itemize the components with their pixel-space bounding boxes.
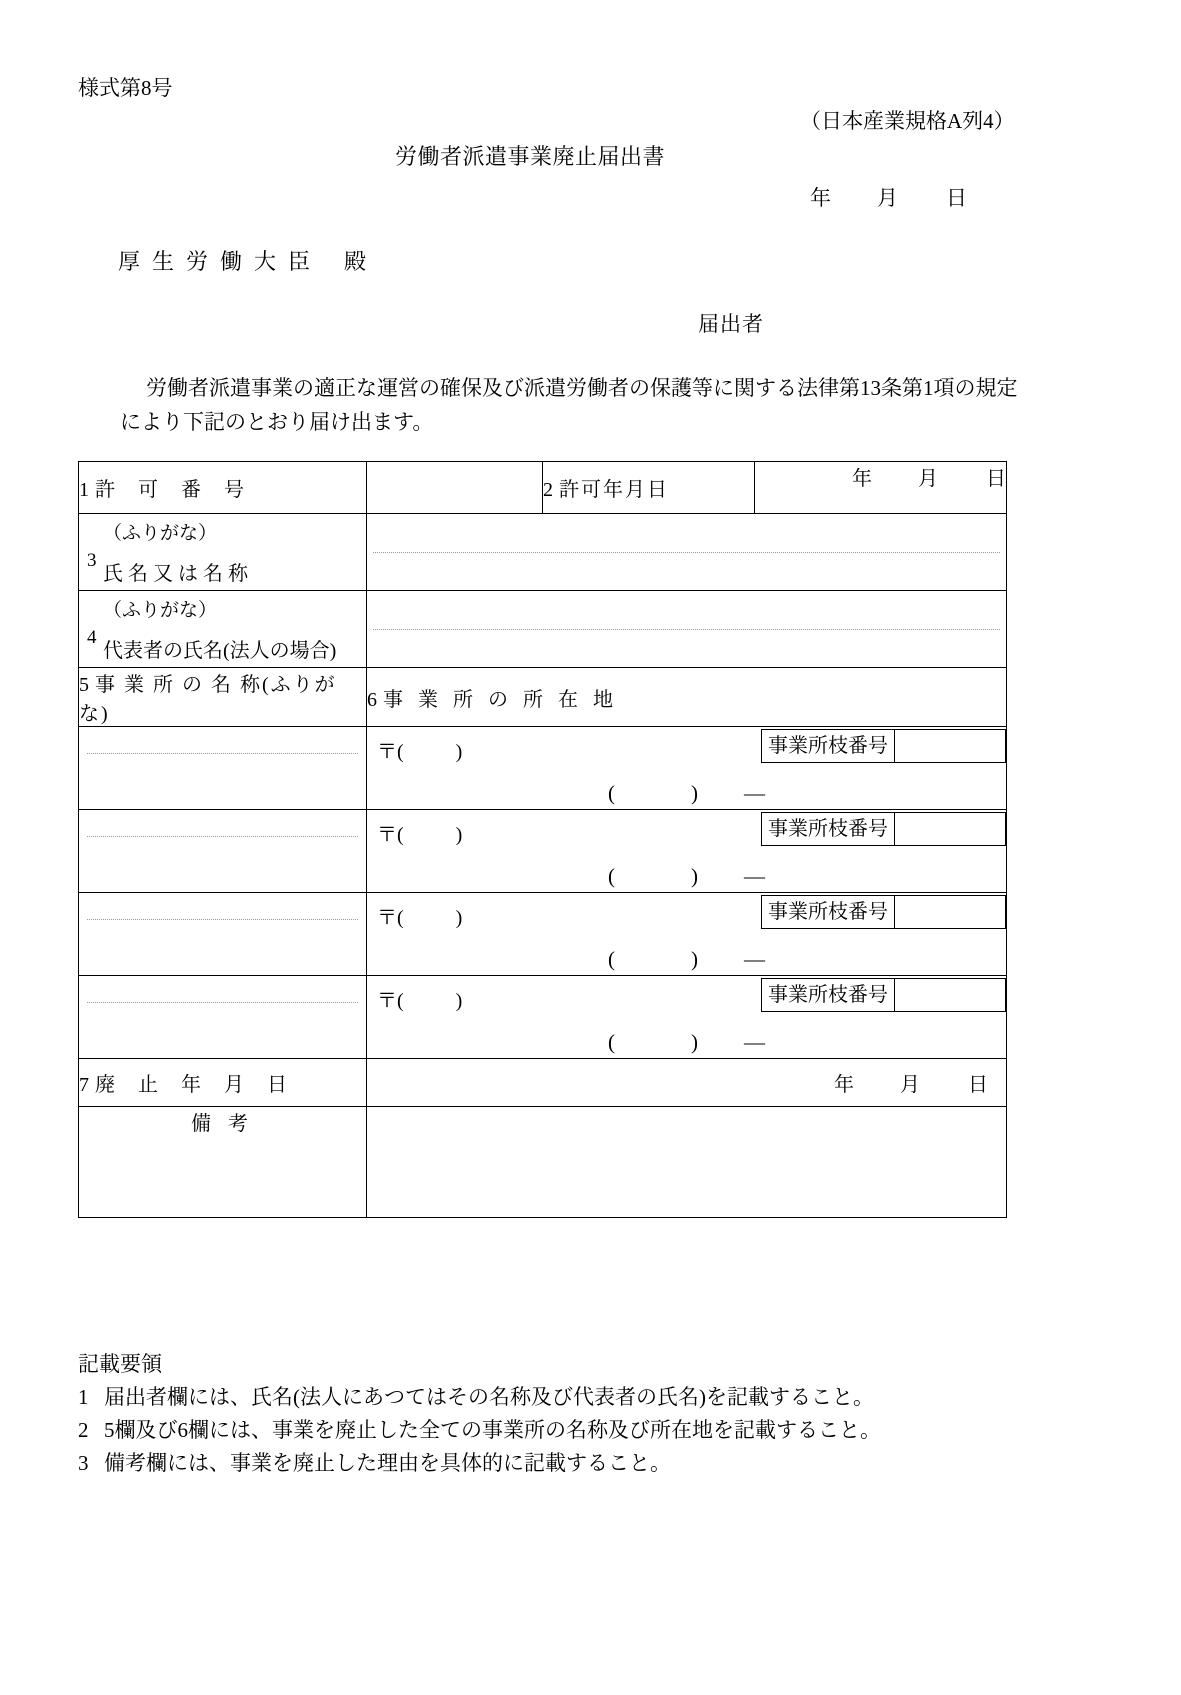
- office-4-address-cell[interactable]: [367, 976, 1007, 1059]
- office-2-tel-dash: —: [744, 864, 765, 888]
- abolition-date-day: 日: [968, 1074, 988, 1096]
- office-3-name-rule: [87, 919, 358, 920]
- page-title: 労働者派遣事業廃止届出書: [394, 144, 665, 169]
- office-1-tel-dash: —: [744, 781, 765, 805]
- office-3-zip: [377, 901, 462, 930]
- main-form-table: [78, 461, 1007, 1218]
- table-row: [79, 893, 1007, 976]
- office-2-tel-row: [367, 848, 1006, 889]
- office-3-address-cell[interactable]: [367, 893, 1007, 976]
- permit-date-month: 月: [918, 468, 938, 490]
- instruction-3-number: 3: [78, 1451, 89, 1475]
- abolition-date-index: 7: [79, 1074, 89, 1096]
- office-2-name-rule: [87, 836, 358, 837]
- instruction-item-2: [78, 1414, 881, 1447]
- office-2-address-cell[interactable]: [367, 810, 1007, 893]
- office-name-header-label: 事 業 所 の 名 称(ふりがな): [79, 674, 337, 725]
- office-1-name-rule: [87, 753, 358, 754]
- office-1-zip-paren-close: ): [455, 741, 463, 763]
- name-label-cell: [79, 514, 367, 591]
- office-1-branch-box: [761, 729, 1006, 763]
- office-3-tel-paren-close: ): [691, 947, 698, 971]
- instruction-3-text: 備考欄には、事業を廃止した理由を具体的に記載すること。: [104, 1451, 671, 1475]
- name-furigana-rule: [373, 552, 1000, 553]
- instruction-1-text: 届出者欄には、氏名(法人にあつてはその名称及び代表者の氏名)を記載すること。: [104, 1385, 874, 1409]
- addressee-honorific: 殿: [344, 249, 367, 274]
- office-2-branch-label: 事業所枝番号: [761, 812, 895, 846]
- abolition-date-year: 年: [834, 1074, 854, 1096]
- office-2-branch-box: [761, 812, 1006, 846]
- office-3-zip-row: [367, 893, 1006, 931]
- office-1-zip-row: [367, 727, 1006, 765]
- header-date-year: 年: [810, 186, 831, 210]
- name-furigana-label: （ふりがな）: [103, 523, 218, 544]
- paper-standard-note: （日本産業規格A列4）: [800, 109, 1015, 133]
- office-1-zip-paren-open: (: [397, 741, 404, 763]
- instruction-2-number: 2: [78, 1418, 89, 1442]
- office-1-branch-label: 事業所枝番号: [761, 729, 895, 763]
- permit-number-index: 1: [79, 479, 89, 501]
- permit-date-year: 年: [852, 468, 872, 490]
- permit-date-day: 日: [986, 468, 1006, 490]
- office-name-header-cell: [79, 668, 367, 727]
- representative-value-cell[interactable]: [367, 591, 1007, 668]
- office-3-name-cell[interactable]: [79, 893, 367, 976]
- office-4-tel-row: [367, 1014, 1006, 1055]
- office-name-index: 5: [79, 674, 89, 696]
- remarks-value-cell[interactable]: [367, 1107, 1007, 1218]
- office-4-branch-label: 事業所枝番号: [761, 978, 895, 1012]
- office-3-branch-label: 事業所枝番号: [761, 895, 895, 929]
- office-4-tel-paren-close: ): [691, 1030, 698, 1054]
- postal-mark-icon: 〒: [377, 907, 397, 929]
- office-3-zip-paren-close: ): [455, 907, 463, 929]
- remarks-label: 備 考: [191, 1113, 254, 1135]
- postal-mark-icon: 〒: [377, 990, 397, 1012]
- office-1-tel-paren-open: (: [608, 781, 615, 805]
- postal-mark-icon: 〒: [377, 824, 397, 846]
- abolition-date-month: 月: [900, 1074, 920, 1096]
- representative-furigana-rule: [373, 629, 1000, 630]
- instructions-heading: 記載要領: [78, 1352, 162, 1376]
- office-1-branch-value[interactable]: [895, 729, 1006, 763]
- office-3-tel-paren-open: (: [608, 947, 615, 971]
- permit-date-label-cell: [543, 462, 755, 514]
- office-3-branch-value[interactable]: [895, 895, 1006, 929]
- office-3-zip-paren-open: (: [397, 907, 404, 929]
- office-2-branch-value[interactable]: [895, 812, 1006, 846]
- office-2-zip-row: [367, 810, 1006, 848]
- legal-statement: [120, 371, 1018, 439]
- office-2-zip: [377, 818, 462, 847]
- office-4-name-cell[interactable]: [79, 976, 367, 1059]
- table-row-name: [79, 514, 1007, 591]
- permit-number-value-cell[interactable]: [367, 462, 543, 514]
- instruction-1-number: 1: [78, 1385, 89, 1409]
- instruction-2-text: 5欄及び6欄には、事業を廃止した全ての事業所の名称及び所在地を記載すること。: [104, 1418, 881, 1442]
- table-row-office-headers: [79, 668, 1007, 727]
- table-row: [79, 810, 1007, 893]
- name-index: 3: [87, 550, 97, 571]
- office-3-tel-dash: —: [744, 947, 765, 971]
- abolition-date-label-cell: [79, 1059, 367, 1107]
- table-row-remarks: [79, 1107, 1007, 1218]
- abolition-date-label: 廃 止 年 月 日: [95, 1074, 296, 1096]
- office-4-name-rule: [87, 1002, 358, 1003]
- permit-date-label: 許可年月日: [559, 479, 669, 501]
- header-date-month: 月: [877, 186, 898, 210]
- office-2-tel-paren-close: ): [691, 864, 698, 888]
- legal-statement-line2: により下記のとおり届け出ます。: [120, 410, 434, 434]
- office-3-tel-row: [367, 931, 1006, 972]
- office-2-name-cell[interactable]: [79, 810, 367, 893]
- office-4-zip-paren-close: ): [455, 990, 463, 1012]
- office-4-branch-box: [761, 978, 1006, 1012]
- representative-label-cell: [79, 591, 367, 668]
- abolition-date-value-cell[interactable]: [367, 1059, 1007, 1107]
- addressee-line: [118, 245, 366, 276]
- remarks-label-cell: [79, 1107, 367, 1218]
- header-date-line: [810, 182, 967, 212]
- office-2-zip-paren-open: (: [397, 824, 404, 846]
- office-4-zip: [377, 984, 462, 1013]
- postal-mark-icon: 〒: [377, 741, 397, 763]
- office-2-zip-paren-close: ): [455, 824, 463, 846]
- instruction-item-3: [78, 1447, 881, 1480]
- table-row-representative: [79, 591, 1007, 668]
- permit-number-label-cell: [79, 462, 367, 514]
- table-row: [79, 727, 1007, 810]
- office-1-address-cell[interactable]: [367, 727, 1007, 810]
- office-address-index: 6: [367, 688, 377, 711]
- addressee-name: 厚生労働大臣: [118, 249, 323, 274]
- office-4-tel-dash: —: [744, 1030, 765, 1054]
- table-row-permit: [79, 462, 1007, 514]
- instruction-item-1: [78, 1381, 881, 1414]
- name-value-cell[interactable]: [367, 514, 1007, 591]
- instructions-section: [78, 1348, 881, 1480]
- form-number: 様式第8号: [78, 76, 173, 100]
- permit-date-index: 2: [543, 479, 553, 501]
- office-1-tel-paren-close: ): [691, 781, 698, 805]
- table-row-abolition-date: [79, 1059, 1007, 1107]
- office-4-zip-paren-open: (: [397, 990, 404, 1012]
- name-label: 氏 名 又 は 名 称: [103, 563, 248, 585]
- legal-statement-line1: 労働者派遣事業の適正な運営の確保及び派遣労働者の保護等に関する法律第13条第1項の規定: [146, 376, 1018, 400]
- submitter-label: 届出者: [698, 312, 764, 336]
- office-1-name-cell[interactable]: [79, 727, 367, 810]
- office-1-zip: [377, 735, 462, 764]
- office-1-tel-row: [367, 765, 1006, 806]
- office-4-tel-paren-open: (: [608, 1030, 615, 1054]
- header-date-day: 日: [946, 186, 967, 210]
- office-3-branch-box: [761, 895, 1006, 929]
- representative-furigana-label: （ふりがな）: [103, 600, 218, 621]
- office-4-branch-value[interactable]: [895, 978, 1006, 1012]
- office-address-header-label: 事 業 所 の 所 在 地: [383, 688, 618, 711]
- representative-label: 代表者の氏名(法人の場合): [103, 640, 337, 662]
- office-2-tel-paren-open: (: [608, 864, 615, 888]
- office-4-zip-row: [367, 976, 1006, 1014]
- permit-date-value-cell[interactable]: [755, 462, 1007, 514]
- permit-number-label: 許 可 番 号: [95, 479, 253, 501]
- representative-index: 4: [87, 627, 97, 648]
- table-row: [79, 976, 1007, 1059]
- office-address-header-cell: [367, 668, 1007, 727]
